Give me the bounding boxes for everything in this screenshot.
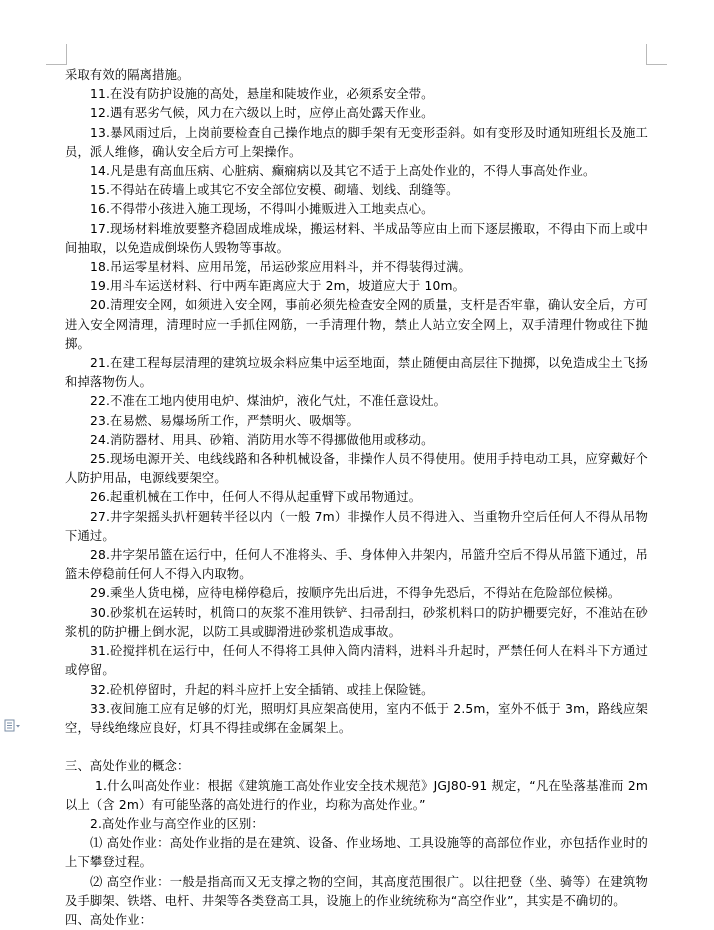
paste-options-icon[interactable] [4,719,22,733]
paragraph: 33.夜间施工应有足够的灯光，照明灯具应架高使用，室内不低于 2.5m，室外不低于 3m，路线应架空，导线绝缘应良好，灯具不得挂或绑在金属架上。 [65,701,648,735]
paragraph: 采取有效的隔离措施。 [65,68,190,82]
paragraph: 30.砂浆机在运转时，机筒口的灰浆不准用铁铲、扫帚刮扫，砂浆机料口的防护栅要完好，不准站在砂浆机的防护栅上倒水泥，以防工具或脚滑进砂浆机造成事故。 [65,605,648,639]
paragraph: 31.砼搅拌机在运行中，任何人不得将工具伸入筒内清料，进料斗升起时，严禁任何人在料斗下方通过或停留。 [65,644,648,678]
crop-mark-top-left [46,44,67,65]
paragraph: 24.消防器材、用具、砂箱、消防用水等不得挪做他用或移动。 [90,432,434,447]
paragraph: 四、高处作业： [65,912,153,927]
crop-mark-top-right [646,44,667,65]
paragraph: 12.遇有恶劣气候，风力在六级以上时，应停止高处露天作业。 [90,106,434,121]
paragraph: 15.不得站在砖墙上或其它不安全部位安模、砌墙、划线、刮缝等。 [90,183,459,198]
paragraph: 14.凡是患有高血压病、心脏病、癫痫病以及其它不适于上高处作业的，不得人事高处作业。 [90,164,596,179]
document-body [65,66,648,930]
paragraph: 29.乘坐人货电梯，应待电梯停稳后，按顺序先出后进，不得争先恐后，不得站在危险部位候梯。 [90,586,621,601]
paragraph: 16.不得带小孩进入施工现场，不得叫小摊贩进入工地卖点心。 [90,202,434,217]
paragraph: 17.现场材料堆放要整齐稳固成堆成垛，搬运材料、半成品等应由上而下逐层搬取，不得由下而上或中间抽取，以免造成倒垛伤人毁物等事故。 [65,221,648,255]
paragraph: 26.起重机械在工作中，任何人不得从起重臂下或吊物通过。 [90,490,422,505]
paragraph: 22.不准在工地内使用电炉、煤油炉，液化气灶，不准任意设灶。 [90,394,447,409]
paragraph: 11.在没有防护设施的高处，悬崖和陡坡作业，必须系安全带。 [90,87,434,102]
paragraph: 2.高处作业与高空作业的区别： [90,816,264,831]
paragraph: 1.什么叫高处作业：根据《建筑施工高处作业安全技术规范》JGJ80-91 规定，“凡在坠落基准而 2m 以上（含 2m）有可能坠落的高处进行的作业，均称为高处作业。” [65,778,648,812]
paragraph: 20.清理安全网，如须进入安全网，事前必须先检查安全网的质量，支杆是否牢靠，确认安全后，方可进入安全网清理，清理时应一手抓住网筋，一手清理什物，禁止人站立安全网上，双手清理什物或往下抛掷。 [65,298,648,351]
paragraph: 27.井字架摇头扒杆廻转半径以内（一般 7m）非操作人员不得进入、当重物升空后任何人不得从吊物下通过。 [65,509,648,543]
paragraph: 18.吊运零星材料、应用吊笼，吊运砂浆应用料斗，并不得装得过满。 [90,260,471,275]
paragraph: 25.现场电源开关、电线线路和各种机械设备，非操作人员不得使用。使用手持电动工具，应穿戴好个人防护用品，电源线要架空。 [65,452,648,486]
paragraph: 三、高处作业的概念： [65,759,190,774]
paragraph: 13.暴风雨过后，上岗前要检查自己操作地点的脚手架有无变形歪斜。如有变形及时通知班组长及施工员，派人维修，确认安全后方可上架操作。 [65,125,648,159]
paragraph: ⑵ 高空作业：一般是指高而又无支撑之物的空间，其高度范围很广。以往把登（坐、骑等）在建筑物及手脚架、铁塔、电杆、井架等各类登高工具，设施上的作业统统称为“高空作业”，其实是不确切的。 [65,874,648,908]
paragraph: 23.在易燃、易爆场所工作，严禁明火、吸烟等。 [90,413,359,428]
paragraph: ⑴ 高处作业：高处作业指的是在建筑、设备、作业场地、工具设施等的高部位作业，亦包括作业时的上下攀登过程。 [65,836,648,870]
paragraph: 32.砼机停留时，升起的料斗应扦上安全插销、或挂上保险链。 [90,682,434,697]
paragraph: 19.用斗车运送材料、行中两车距离应大于 2m，坡道应大于 10m。 [90,279,466,294]
paragraph: 28.井字架吊篮在运行中，任何人不准将头、手、身体伸入井架内，吊篮升空后不得从吊篮下通过，吊篮未停稳前任何人不得入内取物。 [65,548,648,582]
paragraph: 21.在建工程每层清理的建筑垃圾余料应集中运至地面，禁止随便由高层往下抛掷，以免造成尘土飞扬和掉落物伤人。 [65,356,648,390]
blank-line [65,738,648,757]
